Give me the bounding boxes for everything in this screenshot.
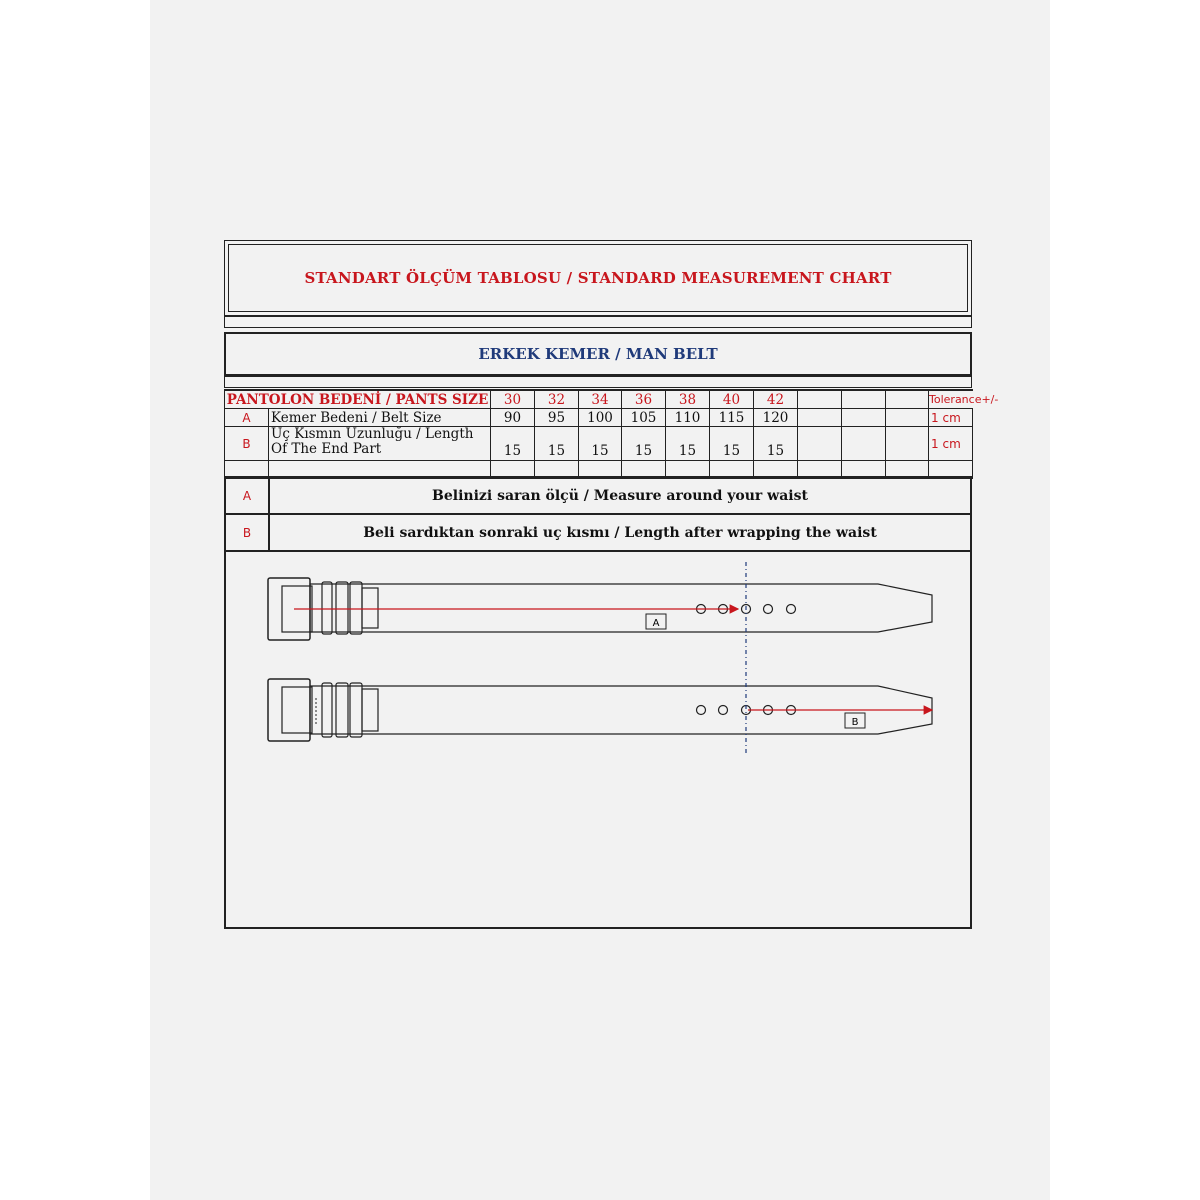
value-cell: 15 bbox=[666, 427, 710, 461]
table-row bbox=[225, 409, 973, 427]
size-cell: 42 bbox=[754, 390, 798, 409]
row-label: Uç Kısmın Uzunluğu / Length Of The End Part bbox=[269, 427, 491, 461]
product-subtitle: ERKEK KEMER / MAN BELT bbox=[224, 332, 972, 376]
value-cell: 15 bbox=[754, 427, 798, 461]
size-cell: 30 bbox=[491, 390, 535, 409]
belt-b-tag: B bbox=[851, 717, 859, 728]
empty-cell bbox=[886, 390, 929, 409]
row-code: A bbox=[225, 409, 269, 427]
value-cell: 110 bbox=[666, 409, 710, 427]
tolerance-cell: 1 cm bbox=[929, 409, 973, 427]
value-cell: 15 bbox=[579, 427, 622, 461]
belt-b-illustration bbox=[268, 679, 932, 741]
tolerance-header: Tolerance+/- bbox=[929, 390, 973, 409]
value-cell: 95 bbox=[535, 409, 579, 427]
empty-cell bbox=[798, 390, 842, 409]
pants-size-header: PANTOLON BEDENİ / PANTS SIZE bbox=[225, 390, 491, 409]
empty-cell bbox=[886, 409, 929, 427]
title-frame bbox=[224, 240, 972, 316]
empty-cell bbox=[798, 409, 842, 427]
empty-cell bbox=[886, 427, 929, 461]
size-table bbox=[224, 389, 999, 479]
value-cell: 90 bbox=[491, 409, 535, 427]
empty-cell bbox=[842, 427, 886, 461]
value-cell: 15 bbox=[710, 427, 754, 461]
value-cell: 15 bbox=[491, 427, 535, 461]
value-cell: 15 bbox=[535, 427, 579, 461]
legend-code: B bbox=[225, 514, 269, 551]
chart-title: STANDART ÖLÇÜM TABLOSU / STANDARD MEASUREMENT CHART bbox=[228, 244, 968, 312]
value-cell: 100 bbox=[579, 409, 622, 427]
table-row bbox=[225, 427, 973, 461]
size-cell: 38 bbox=[666, 390, 710, 409]
size-cell: 36 bbox=[622, 390, 666, 409]
belt-a-illustration bbox=[268, 578, 932, 640]
belt-a-tag: A bbox=[652, 618, 660, 629]
belt-diagram bbox=[224, 548, 972, 929]
size-cell: 32 bbox=[535, 390, 579, 409]
empty-cell bbox=[798, 427, 842, 461]
divider-band bbox=[224, 316, 972, 328]
legend-row bbox=[225, 514, 971, 551]
divider-band bbox=[224, 376, 972, 388]
value-cell: 105 bbox=[622, 409, 666, 427]
tolerance-cell: 1 cm bbox=[929, 427, 973, 461]
size-cell: 40 bbox=[710, 390, 754, 409]
legend-text: Belinizi saran ölçü / Measure around your waist bbox=[269, 477, 971, 514]
row-label: Kemer Bedeni / Belt Size bbox=[269, 409, 491, 427]
row-code: B bbox=[225, 427, 269, 461]
legend-code: A bbox=[225, 477, 269, 514]
legend-table bbox=[224, 476, 972, 552]
empty-cell bbox=[842, 409, 886, 427]
legend-row bbox=[225, 477, 971, 514]
value-cell: 115 bbox=[710, 409, 754, 427]
value-cell: 120 bbox=[754, 409, 798, 427]
size-cell: 34 bbox=[579, 390, 622, 409]
legend-text: Beli sardıktan sonraki uç kısmı / Length after wrapping the waist bbox=[269, 514, 971, 551]
empty-cell bbox=[842, 390, 886, 409]
value-cell: 15 bbox=[622, 427, 666, 461]
size-header-row bbox=[225, 390, 973, 409]
